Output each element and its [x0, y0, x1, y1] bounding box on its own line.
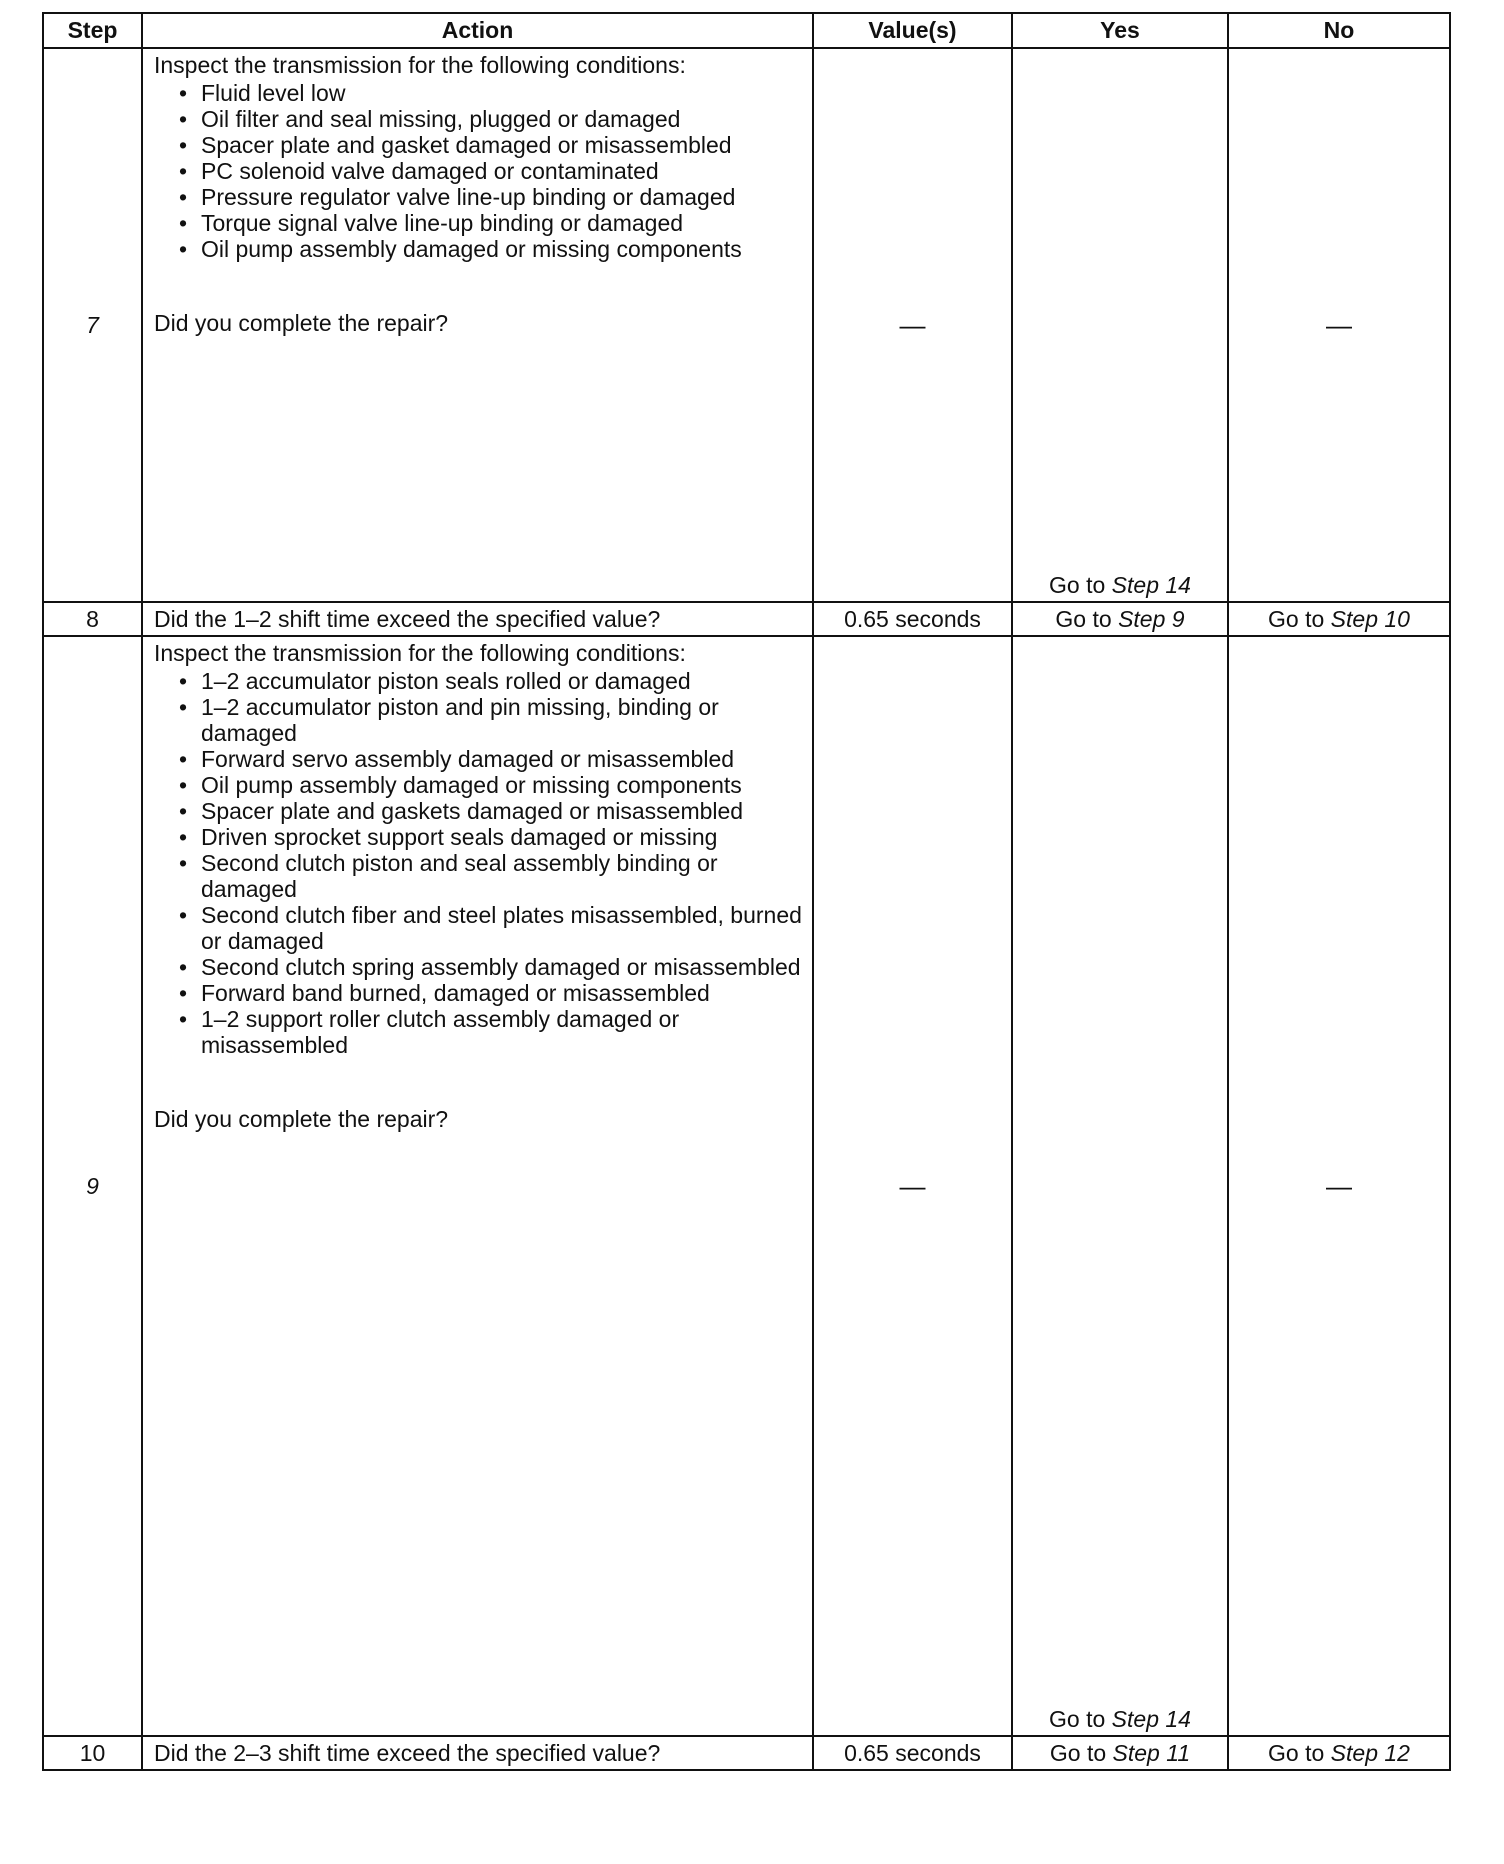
step-number: 10: [43, 1736, 142, 1770]
no-prefix: Go to: [1268, 605, 1331, 632]
condition-text: Spacer plate and gasket damaged or misassembled: [201, 132, 732, 158]
condition-text: Forward servo assembly damaged or misassembled: [201, 746, 735, 772]
yes-prefix: Go to: [1049, 1739, 1113, 1766]
condition-item: [179, 746, 802, 772]
header-no: No: [1228, 13, 1450, 48]
no-cell: [1228, 602, 1450, 636]
step-number: 8: [43, 602, 142, 636]
action-cell: [142, 636, 813, 1736]
header-values: Value(s): [813, 13, 1012, 48]
yes-cell: [1012, 602, 1228, 636]
bullet-icon: •: [179, 850, 188, 876]
bullet-icon: •: [179, 80, 188, 106]
condition-item: [179, 772, 802, 798]
yes-prefix: Go to: [1049, 1706, 1112, 1732]
yes-cell: [1012, 1736, 1228, 1770]
condition-item: [179, 236, 802, 262]
yes-cell: [1012, 636, 1228, 1736]
action-intro: Inspect the transmission for the following conditions:: [154, 52, 686, 78]
condition-item: [179, 798, 802, 824]
bullet-icon: •: [179, 210, 188, 236]
condition-text: 1–2 support roller clutch assembly damaged or misassembled: [201, 1006, 680, 1058]
bullet-icon: •: [179, 746, 188, 772]
action-question: Did you complete the repair?: [154, 1106, 449, 1132]
condition-item: [179, 80, 802, 106]
condition-item: [179, 132, 802, 158]
condition-item: [179, 158, 802, 184]
bullet-icon: •: [179, 694, 188, 720]
condition-item: [179, 850, 802, 902]
condition-item: [179, 824, 802, 850]
table-row-step-7: [43, 48, 1450, 602]
header-action: Action: [142, 13, 813, 48]
action-intro: Inspect the transmission for the following conditions:: [154, 640, 686, 666]
header-step: Step: [43, 13, 142, 48]
step-number: 7: [43, 48, 142, 602]
yes-cell: [1012, 48, 1228, 602]
condition-list: [154, 80, 802, 262]
condition-item: [179, 106, 802, 132]
bullet-icon: •: [179, 132, 188, 158]
bullet-icon: •: [179, 184, 188, 210]
no-cell: [1228, 1736, 1450, 1770]
action-question: Did the 1–2 shift time exceed the specified value?: [142, 602, 813, 636]
no-prefix: Go to: [1268, 1739, 1331, 1766]
header-yes: Yes: [1012, 13, 1228, 48]
value-cell: 0.65 seconds: [813, 602, 1012, 636]
value-cell: —: [813, 636, 1012, 1736]
bullet-icon: •: [179, 954, 188, 980]
bullet-icon: •: [179, 980, 188, 1006]
condition-text: 1–2 accumulator piston and pin missing, binding or damaged: [201, 694, 719, 746]
condition-item: [179, 954, 802, 980]
table-row-step-9: [43, 636, 1450, 1736]
condition-text: Oil pump assembly damaged or missing components: [201, 772, 742, 798]
no-cell: —: [1228, 636, 1450, 1736]
condition-item: [179, 694, 802, 746]
bullet-icon: •: [179, 772, 188, 798]
table-row-step-10: [43, 1736, 1450, 1770]
value-cell: —: [813, 48, 1012, 602]
bullet-icon: •: [179, 902, 188, 928]
condition-item: [179, 980, 802, 1006]
condition-item: [179, 1006, 802, 1058]
condition-text: Forward band burned, damaged or misassembled: [201, 980, 710, 1006]
value-cell: 0.65 seconds: [813, 1736, 1012, 1770]
action-question: Did you complete the repair?: [154, 310, 449, 336]
condition-text: Driven sprocket support seals damaged or missing: [201, 824, 718, 850]
condition-text: Second clutch spring assembly damaged or misassembled: [201, 954, 801, 980]
bullet-icon: •: [179, 158, 188, 184]
condition-text: Oil filter and seal missing, plugged or damaged: [201, 106, 681, 132]
condition-item: [179, 668, 802, 694]
condition-text: Torque signal valve line-up binding or damaged: [201, 210, 684, 236]
condition-text: Fluid level low: [201, 80, 346, 106]
yes-step-ref: Step 14: [1111, 1706, 1191, 1732]
condition-item: [179, 210, 802, 236]
condition-text: Second clutch piston and seal assembly binding or damaged: [201, 850, 718, 902]
header-row: [43, 13, 1450, 48]
bullet-icon: •: [179, 798, 188, 824]
condition-text: 1–2 accumulator piston seals rolled or damaged: [201, 668, 691, 694]
condition-item: [179, 902, 802, 954]
action-cell: [142, 48, 813, 602]
no-step-ref: Step 10: [1330, 605, 1410, 632]
condition-text: Oil pump assembly damaged or missing components: [201, 236, 742, 262]
yes-step-ref: Step 9: [1118, 605, 1185, 632]
action-question: Did the 2–3 shift time exceed the specified value?: [142, 1736, 813, 1770]
bullet-icon: •: [179, 1006, 188, 1032]
condition-text: Spacer plate and gaskets damaged or misassembled: [201, 798, 744, 824]
condition-text: Second clutch fiber and steel plates misassembled, burned or damaged: [201, 902, 802, 954]
yes-step-ref: Step 11: [1112, 1739, 1191, 1766]
bullet-icon: •: [179, 668, 188, 694]
condition-text: Pressure regulator valve line-up binding or damaged: [201, 184, 736, 210]
yes-prefix: Go to: [1049, 572, 1112, 598]
no-cell: —: [1228, 48, 1450, 602]
yes-step-ref: Step 14: [1111, 572, 1191, 598]
condition-item: [179, 184, 802, 210]
bullet-icon: •: [179, 236, 188, 262]
condition-text: PC solenoid valve damaged or contaminated: [201, 158, 659, 184]
yes-prefix: Go to: [1055, 605, 1119, 632]
table-row-step-8: [43, 602, 1450, 636]
bullet-icon: •: [179, 106, 188, 132]
bullet-icon: •: [179, 824, 188, 850]
step-number: 9: [43, 636, 142, 1736]
no-step-ref: Step 12: [1330, 1739, 1410, 1766]
diagnostic-table: [42, 12, 1451, 1771]
condition-list: [154, 668, 802, 1058]
